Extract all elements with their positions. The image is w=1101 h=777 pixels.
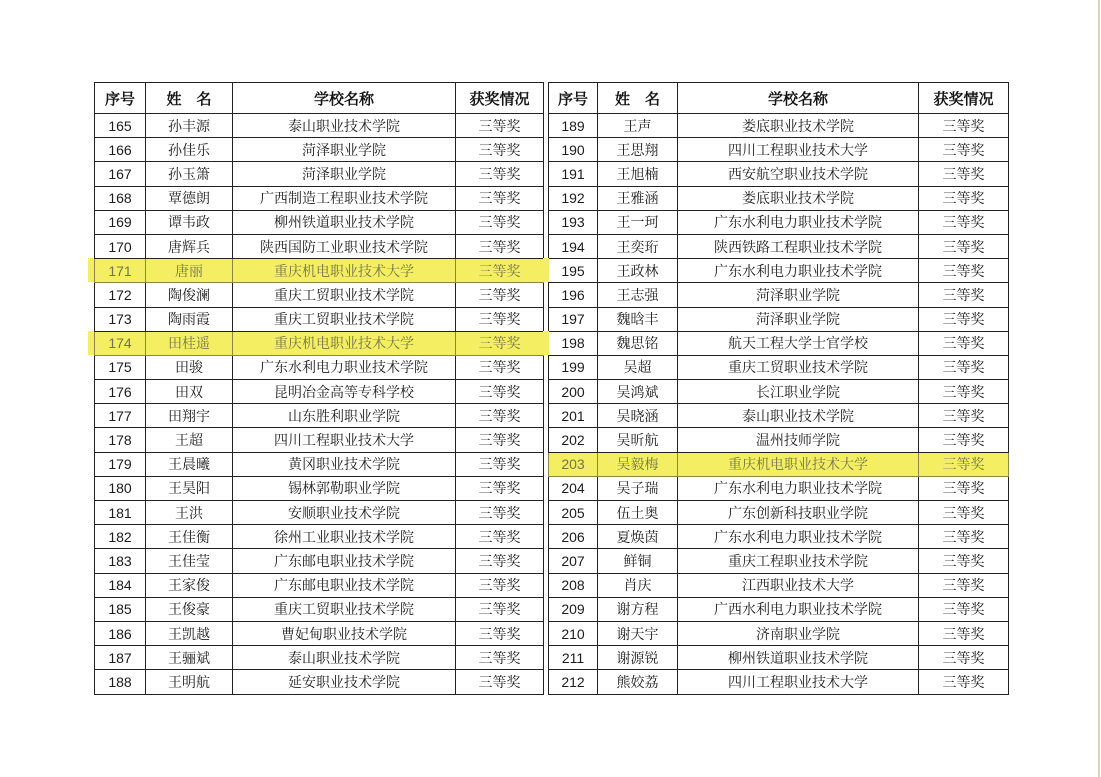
column-header: 姓 名: [598, 83, 678, 114]
serial-cell: 210: [549, 621, 598, 645]
school-cell: 四川工程职业技术大学: [233, 428, 456, 452]
school-cell: 广东创新科技职业学院: [678, 501, 919, 525]
table-row: [549, 138, 1009, 162]
name-cell: 王明航: [146, 670, 233, 694]
table-row: [549, 646, 1009, 670]
school-cell: 广东水利电力职业技术学院: [678, 210, 919, 234]
school-cell: 黄冈职业技术学院: [233, 452, 456, 476]
header-row: [549, 83, 1009, 114]
name-cell: 魏思铭: [598, 331, 678, 355]
award-cell: 三等奖: [456, 597, 544, 621]
table-row: [95, 476, 544, 500]
serial-cell: 195: [549, 259, 598, 283]
award-cell: 三等奖: [919, 307, 1009, 331]
name-cell: 伍土奥: [598, 501, 678, 525]
school-cell: 重庆工贸职业技术学院: [678, 355, 919, 379]
table-row: [95, 210, 544, 234]
award-cell: 三等奖: [919, 549, 1009, 573]
serial-cell: 206: [549, 525, 598, 549]
school-cell: 昆明冶金高等专科学校: [233, 380, 456, 404]
name-cell: 王佳衡: [146, 525, 233, 549]
table-row: [549, 428, 1009, 452]
table-row: [95, 621, 544, 645]
table-row: [95, 404, 544, 428]
school-cell: 江西职业技术大学: [678, 573, 919, 597]
table-row: [549, 597, 1009, 621]
table-row: [549, 114, 1009, 138]
table-row: [95, 646, 544, 670]
serial-cell: 175: [95, 355, 146, 379]
school-cell: 山东胜利职业学院: [233, 404, 456, 428]
serial-cell: 189: [549, 114, 598, 138]
table-row: [549, 355, 1009, 379]
table-row: [549, 210, 1009, 234]
name-cell: 田双: [146, 380, 233, 404]
serial-cell: 173: [95, 307, 146, 331]
award-cell: 三等奖: [456, 259, 544, 283]
school-cell: 重庆机电职业技术大学: [233, 331, 456, 355]
highlight-bleed: [88, 258, 94, 282]
serial-cell: 196: [549, 283, 598, 307]
name-cell: 吴晓涵: [598, 404, 678, 428]
award-cell: 三等奖: [456, 573, 544, 597]
name-cell: 陶雨霞: [146, 307, 233, 331]
highlight-bleed: [543, 331, 549, 355]
serial-cell: 190: [549, 138, 598, 162]
award-cell: 三等奖: [456, 549, 544, 573]
serial-cell: 182: [95, 525, 146, 549]
award-cell: 三等奖: [919, 525, 1009, 549]
table-row: [95, 549, 544, 573]
column-header: 学校名称: [678, 83, 919, 114]
column-header: 序号: [549, 83, 598, 114]
award-cell: 三等奖: [919, 380, 1009, 404]
name-cell: 王政林: [598, 259, 678, 283]
name-cell: 唐丽: [146, 259, 233, 283]
table-row: [549, 307, 1009, 331]
column-header: 学校名称: [233, 83, 456, 114]
award-cell: 三等奖: [456, 476, 544, 500]
school-cell: 重庆机电职业技术大学: [678, 452, 919, 476]
name-cell: 王志强: [598, 283, 678, 307]
name-cell: 王昊阳: [146, 476, 233, 500]
school-cell: 四川工程职业技术大学: [678, 138, 919, 162]
table-row: [95, 307, 544, 331]
school-cell: 菏泽职业学院: [678, 307, 919, 331]
serial-cell: 168: [95, 186, 146, 210]
table-row: [549, 186, 1009, 210]
school-cell: 重庆机电职业技术大学: [233, 259, 456, 283]
table-row: [95, 114, 544, 138]
school-cell: 广西制造工程职业技术学院: [233, 186, 456, 210]
award-cell: 三等奖: [919, 597, 1009, 621]
serial-cell: 203: [549, 452, 598, 476]
serial-cell: 169: [95, 210, 146, 234]
table-row: [549, 501, 1009, 525]
name-cell: 王雅涵: [598, 186, 678, 210]
serial-cell: 181: [95, 501, 146, 525]
serial-cell: 176: [95, 380, 146, 404]
award-cell: 三等奖: [919, 259, 1009, 283]
name-cell: 吴超: [598, 355, 678, 379]
school-cell: 锡林郭勒职业学院: [233, 476, 456, 500]
table-row: [549, 404, 1009, 428]
table-row: [549, 670, 1009, 694]
name-cell: 谭韦政: [146, 210, 233, 234]
table-row: [549, 573, 1009, 597]
name-cell: 孙丰源: [146, 114, 233, 138]
serial-cell: 209: [549, 597, 598, 621]
table-row: [549, 525, 1009, 549]
name-cell: 田翔宇: [146, 404, 233, 428]
award-cell: 三等奖: [456, 234, 544, 258]
table-row: [95, 501, 544, 525]
award-cell: 三等奖: [456, 621, 544, 645]
name-cell: 熊姣荔: [598, 670, 678, 694]
award-cell: 三等奖: [456, 501, 544, 525]
award-cell: 三等奖: [456, 404, 544, 428]
school-cell: 延安职业技术学院: [233, 670, 456, 694]
school-cell: 泰山职业技术学院: [233, 646, 456, 670]
award-cell: 三等奖: [919, 646, 1009, 670]
name-cell: 王一珂: [598, 210, 678, 234]
name-cell: 肖庆: [598, 573, 678, 597]
school-cell: 广东水利电力职业技术学院: [233, 355, 456, 379]
award-cell: 三等奖: [919, 476, 1009, 500]
serial-cell: 208: [549, 573, 598, 597]
school-cell: 安顺职业技术学院: [233, 501, 456, 525]
school-cell: 重庆工贸职业技术学院: [233, 307, 456, 331]
name-cell: 王骊斌: [146, 646, 233, 670]
name-cell: 田桂遥: [146, 331, 233, 355]
table-row: [549, 549, 1009, 573]
name-cell: 王俊豪: [146, 597, 233, 621]
name-cell: 魏晗丰: [598, 307, 678, 331]
school-cell: 西安航空职业技术学院: [678, 162, 919, 186]
award-cell: 三等奖: [456, 380, 544, 404]
award-cell: 三等奖: [919, 501, 1009, 525]
serial-cell: 194: [549, 234, 598, 258]
name-cell: 王晨曦: [146, 452, 233, 476]
serial-cell: 202: [549, 428, 598, 452]
page-edge-line: [1098, 0, 1100, 777]
name-cell: 王旭楠: [598, 162, 678, 186]
school-cell: 重庆工贸职业技术学院: [233, 597, 456, 621]
serial-cell: 180: [95, 476, 146, 500]
school-cell: 济南职业学院: [678, 621, 919, 645]
serial-cell: 204: [549, 476, 598, 500]
award-cell: 三等奖: [456, 186, 544, 210]
serial-cell: 193: [549, 210, 598, 234]
school-cell: 柳州铁道职业技术学院: [678, 646, 919, 670]
serial-cell: 179: [95, 452, 146, 476]
name-cell: 谢方程: [598, 597, 678, 621]
table-row: [549, 331, 1009, 355]
table-row: [95, 162, 544, 186]
school-cell: 广东水利电力职业技术学院: [678, 476, 919, 500]
name-cell: 陶俊澜: [146, 283, 233, 307]
table-row: [95, 355, 544, 379]
school-cell: 泰山职业技术学院: [678, 404, 919, 428]
table-row: [95, 186, 544, 210]
serial-cell: 185: [95, 597, 146, 621]
school-cell: 菏泽职业学院: [233, 162, 456, 186]
school-cell: 广东邮电职业技术学院: [233, 573, 456, 597]
table-row: [95, 331, 544, 355]
award-cell: 三等奖: [456, 428, 544, 452]
header-row: [95, 83, 544, 114]
award-cell: 三等奖: [919, 355, 1009, 379]
school-cell: 菏泽职业学院: [233, 138, 456, 162]
column-header: 序号: [95, 83, 146, 114]
school-cell: 四川工程职业技术大学: [678, 670, 919, 694]
name-cell: 王洪: [146, 501, 233, 525]
table-row: [95, 259, 544, 283]
table-row: [95, 452, 544, 476]
award-cell: 三等奖: [456, 307, 544, 331]
award-cell: 三等奖: [456, 525, 544, 549]
school-cell: 广东水利电力职业技术学院: [678, 259, 919, 283]
serial-cell: 165: [95, 114, 146, 138]
name-cell: 王佳莹: [146, 549, 233, 573]
award-cell: 三等奖: [456, 210, 544, 234]
table-row: [95, 597, 544, 621]
name-cell: 覃德朗: [146, 186, 233, 210]
school-cell: 重庆工贸职业技术学院: [233, 283, 456, 307]
name-cell: 唐辉兵: [146, 234, 233, 258]
name-cell: 王声: [598, 114, 678, 138]
serial-cell: 212: [549, 670, 598, 694]
award-cell: 三等奖: [456, 452, 544, 476]
table-row: [549, 621, 1009, 645]
award-cell: 三等奖: [919, 573, 1009, 597]
table-row: [95, 234, 544, 258]
highlight-bleed: [88, 331, 94, 355]
serial-cell: 198: [549, 331, 598, 355]
name-cell: 王家俊: [146, 573, 233, 597]
name-cell: 谢源锐: [598, 646, 678, 670]
table-row: [95, 138, 544, 162]
serial-cell: 207: [549, 549, 598, 573]
award-cell: 三等奖: [456, 114, 544, 138]
school-cell: 陕西国防工业职业技术学院: [233, 234, 456, 258]
name-cell: 夏焕茵: [598, 525, 678, 549]
school-cell: 航天工程大学士官学校: [678, 331, 919, 355]
serial-cell: 166: [95, 138, 146, 162]
serial-cell: 183: [95, 549, 146, 573]
award-cell: 三等奖: [919, 331, 1009, 355]
school-cell: 曹妃甸职业技术学院: [233, 621, 456, 645]
award-cell: 三等奖: [919, 210, 1009, 234]
serial-cell: 187: [95, 646, 146, 670]
table-row: [95, 428, 544, 452]
table-row: [549, 259, 1009, 283]
school-cell: 泰山职业技术学院: [233, 114, 456, 138]
table-row: [95, 525, 544, 549]
serial-cell: 172: [95, 283, 146, 307]
school-cell: 重庆工程职业技术学院: [678, 549, 919, 573]
table-row: [549, 452, 1009, 476]
award-cell: 三等奖: [919, 162, 1009, 186]
name-cell: 吴昕航: [598, 428, 678, 452]
serial-cell: 191: [549, 162, 598, 186]
serial-cell: 178: [95, 428, 146, 452]
school-cell: 广东水利电力职业技术学院: [678, 525, 919, 549]
award-cell: 三等奖: [456, 355, 544, 379]
serial-cell: 174: [95, 331, 146, 355]
serial-cell: 177: [95, 404, 146, 428]
award-cell: 三等奖: [919, 452, 1009, 476]
award-cell: 三等奖: [919, 234, 1009, 258]
table-row: [95, 573, 544, 597]
name-cell: 鲜铜: [598, 549, 678, 573]
school-cell: 菏泽职业学院: [678, 283, 919, 307]
award-cell: 三等奖: [919, 621, 1009, 645]
award-cell: 三等奖: [919, 186, 1009, 210]
award-cell: 三等奖: [919, 428, 1009, 452]
school-cell: 温州技师学院: [678, 428, 919, 452]
award-table-right: [548, 82, 1009, 695]
award-cell: 三等奖: [456, 162, 544, 186]
school-cell: 娄底职业技术学院: [678, 114, 919, 138]
award-cell: 三等奖: [456, 138, 544, 162]
serial-cell: 211: [549, 646, 598, 670]
award-cell: 三等奖: [456, 331, 544, 355]
highlight-bleed: [543, 258, 549, 282]
school-cell: 徐州工业职业技术学院: [233, 525, 456, 549]
award-cell: 三等奖: [919, 114, 1009, 138]
table-row: [95, 380, 544, 404]
name-cell: 吴鸿斌: [598, 380, 678, 404]
serial-cell: 188: [95, 670, 146, 694]
name-cell: 王奕珩: [598, 234, 678, 258]
table-row: [549, 476, 1009, 500]
column-header: 获奖情况: [456, 83, 544, 114]
column-header: 姓 名: [146, 83, 233, 114]
name-cell: 吴子瑞: [598, 476, 678, 500]
serial-cell: 171: [95, 259, 146, 283]
serial-cell: 170: [95, 234, 146, 258]
serial-cell: 199: [549, 355, 598, 379]
serial-cell: 200: [549, 380, 598, 404]
serial-cell: 192: [549, 186, 598, 210]
name-cell: 孙佳乐: [146, 138, 233, 162]
award-cell: 三等奖: [919, 283, 1009, 307]
award-cell: 三等奖: [919, 670, 1009, 694]
column-header: 获奖情况: [919, 83, 1009, 114]
award-cell: 三等奖: [919, 404, 1009, 428]
school-cell: 柳州铁道职业技术学院: [233, 210, 456, 234]
serial-cell: 201: [549, 404, 598, 428]
school-cell: 长江职业学院: [678, 380, 919, 404]
school-cell: 广西水利电力职业技术学院: [678, 597, 919, 621]
name-cell: 谢天宇: [598, 621, 678, 645]
table-row: [549, 283, 1009, 307]
award-cell: 三等奖: [456, 283, 544, 307]
table-row: [549, 380, 1009, 404]
school-cell: 广东邮电职业技术学院: [233, 549, 456, 573]
serial-cell: 186: [95, 621, 146, 645]
table-row: [549, 234, 1009, 258]
award-cell: 三等奖: [919, 138, 1009, 162]
name-cell: 孙玉箫: [146, 162, 233, 186]
name-cell: 王思翔: [598, 138, 678, 162]
table-row: [95, 670, 544, 694]
serial-cell: 184: [95, 573, 146, 597]
award-table-left: [94, 82, 544, 695]
name-cell: 王超: [146, 428, 233, 452]
serial-cell: 205: [549, 501, 598, 525]
award-cell: 三等奖: [456, 646, 544, 670]
table-row: [549, 162, 1009, 186]
serial-cell: 167: [95, 162, 146, 186]
name-cell: 田骏: [146, 355, 233, 379]
award-cell: 三等奖: [456, 670, 544, 694]
school-cell: 娄底职业技术学院: [678, 186, 919, 210]
serial-cell: 197: [549, 307, 598, 331]
school-cell: 陕西铁路工程职业技术学院: [678, 234, 919, 258]
name-cell: 吴毅梅: [598, 452, 678, 476]
table-row: [95, 283, 544, 307]
name-cell: 王凯越: [146, 621, 233, 645]
